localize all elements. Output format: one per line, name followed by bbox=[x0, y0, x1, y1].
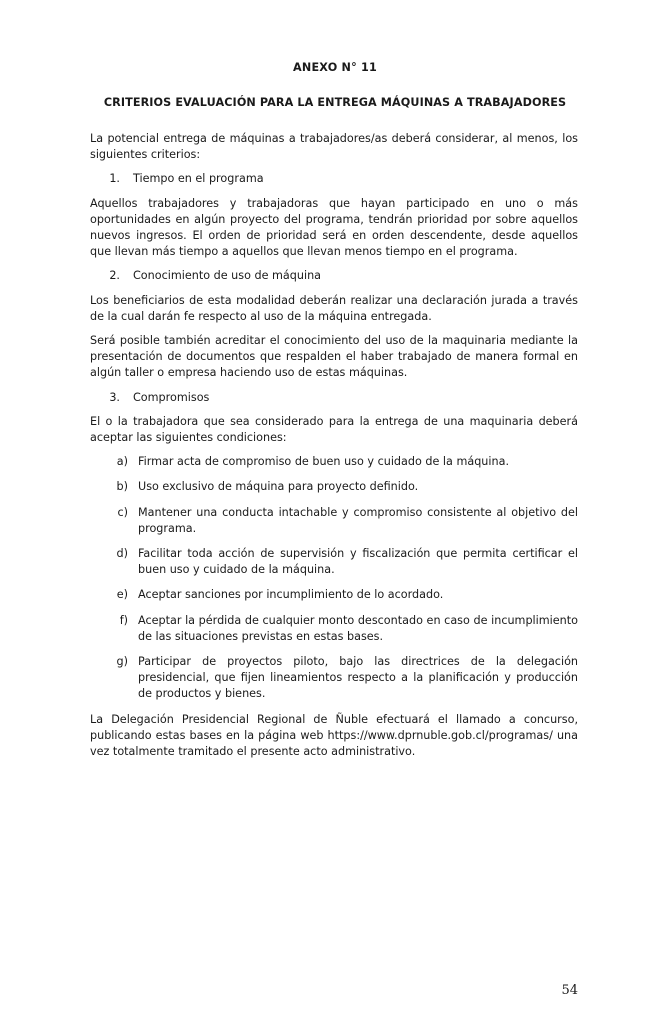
criterion-heading-1 bbox=[90, 171, 578, 187]
list-item-text: Participar de proyectos piloto, bajo las directrices de la delegación presidencial, que fijen lineamientos respecto a la planificación y producción de productos y bienes. bbox=[138, 655, 578, 701]
criterion-number: 1. bbox=[109, 172, 120, 186]
list-item bbox=[90, 654, 578, 703]
annex-title: ANEXO N° 11 bbox=[293, 61, 377, 74]
page-number: 54 bbox=[561, 983, 578, 998]
conditions-list bbox=[90, 454, 578, 702]
list-item-text: Aceptar sanciones por incumplimiento de lo acordado. bbox=[138, 588, 444, 602]
criterion-heading-2 bbox=[90, 268, 578, 284]
list-item bbox=[90, 587, 578, 603]
criterion-title: Tiempo en el programa bbox=[133, 172, 264, 186]
document-body bbox=[90, 131, 578, 768]
closing-paragraph: La Delegación Presidencial Regional de Ñuble efectuará el llamado a concurso, publicando estas bases en la página web https://www.dprnuble.gob.cl/programas/ una vez totalmente tramitado el presente acto administrativo. bbox=[90, 712, 578, 759]
intro-paragraph: La potencial entrega de máquinas a trabajadores/as deberá considerar, al menos, los siguientes criterios: bbox=[90, 132, 578, 162]
list-item bbox=[90, 454, 578, 470]
list-marker: d) bbox=[116, 547, 128, 561]
list-marker: b) bbox=[116, 480, 128, 494]
criterion-number: 3. bbox=[109, 390, 120, 404]
list-item-text: Uso exclusivo de máquina para proyecto definido. bbox=[138, 480, 419, 494]
criterion-heading-3 bbox=[90, 390, 578, 406]
section-title: CRITERIOS EVALUACIÓN PARA LA ENTREGA MÁQUINAS A TRABAJADORES bbox=[103, 96, 567, 109]
list-item bbox=[90, 505, 578, 537]
list-item-text: Facilitar toda acción de supervisión y fiscalización que permita certificar el buen uso y cuidado de la máquina. bbox=[138, 547, 578, 577]
criterion-number: 2. bbox=[109, 269, 120, 283]
list-marker: e) bbox=[116, 588, 128, 602]
list-marker: f) bbox=[119, 613, 128, 627]
list-item-text: Aceptar la pérdida de cualquier monto descontado en caso de incumplimiento de las situaciones previstas en estas bases. bbox=[138, 613, 578, 643]
criterion-title: Compromisos bbox=[133, 390, 210, 404]
list-marker: c) bbox=[117, 505, 128, 519]
criterion-3-paragraph: El o la trabajadora que sea considerado para la entrega de una maquinaria deberá aceptar las siguientes condiciones: bbox=[90, 414, 578, 445]
list-item bbox=[90, 613, 578, 645]
criterion-title: Conocimiento de uso de máquina bbox=[133, 269, 322, 283]
criterion-2-paragraph: Los beneficiarios de esta modalidad deberán realizar una declaración jurada a través de la cual darán fe respecto al uso de la máquina entregada. bbox=[90, 293, 578, 323]
list-item-text: Firmar acta de compromiso de buen uso y cuidado de la máquina. bbox=[138, 455, 509, 469]
list-item bbox=[90, 479, 578, 495]
list-item bbox=[90, 546, 578, 578]
criterion-1-paragraph: Aquellos trabajadores y trabajadoras que hayan participado en uno o más oportunidades en algún proyecto del programa, tendrán prioridad por sobre aquellos nuevos ingresos. El orden de prioridad será en orden descendente, desde aquellos que llevan más tiempo a aquellos que llevan menos tiempo en el programa. bbox=[90, 196, 578, 259]
list-marker: a) bbox=[116, 455, 128, 469]
list-marker: g) bbox=[116, 655, 128, 669]
list-item-text: Mantener una conducta intachable y compromiso consistente al objetivo del programa. bbox=[138, 505, 578, 535]
criterion-2-paragraph: Será posible también acreditar el conocimiento del uso de la maquinaria mediante la presentación de documentos que respalden el haber trabajado de manera formal en algún taller o empresa haciendo uso de estas máquinas. bbox=[90, 334, 578, 380]
